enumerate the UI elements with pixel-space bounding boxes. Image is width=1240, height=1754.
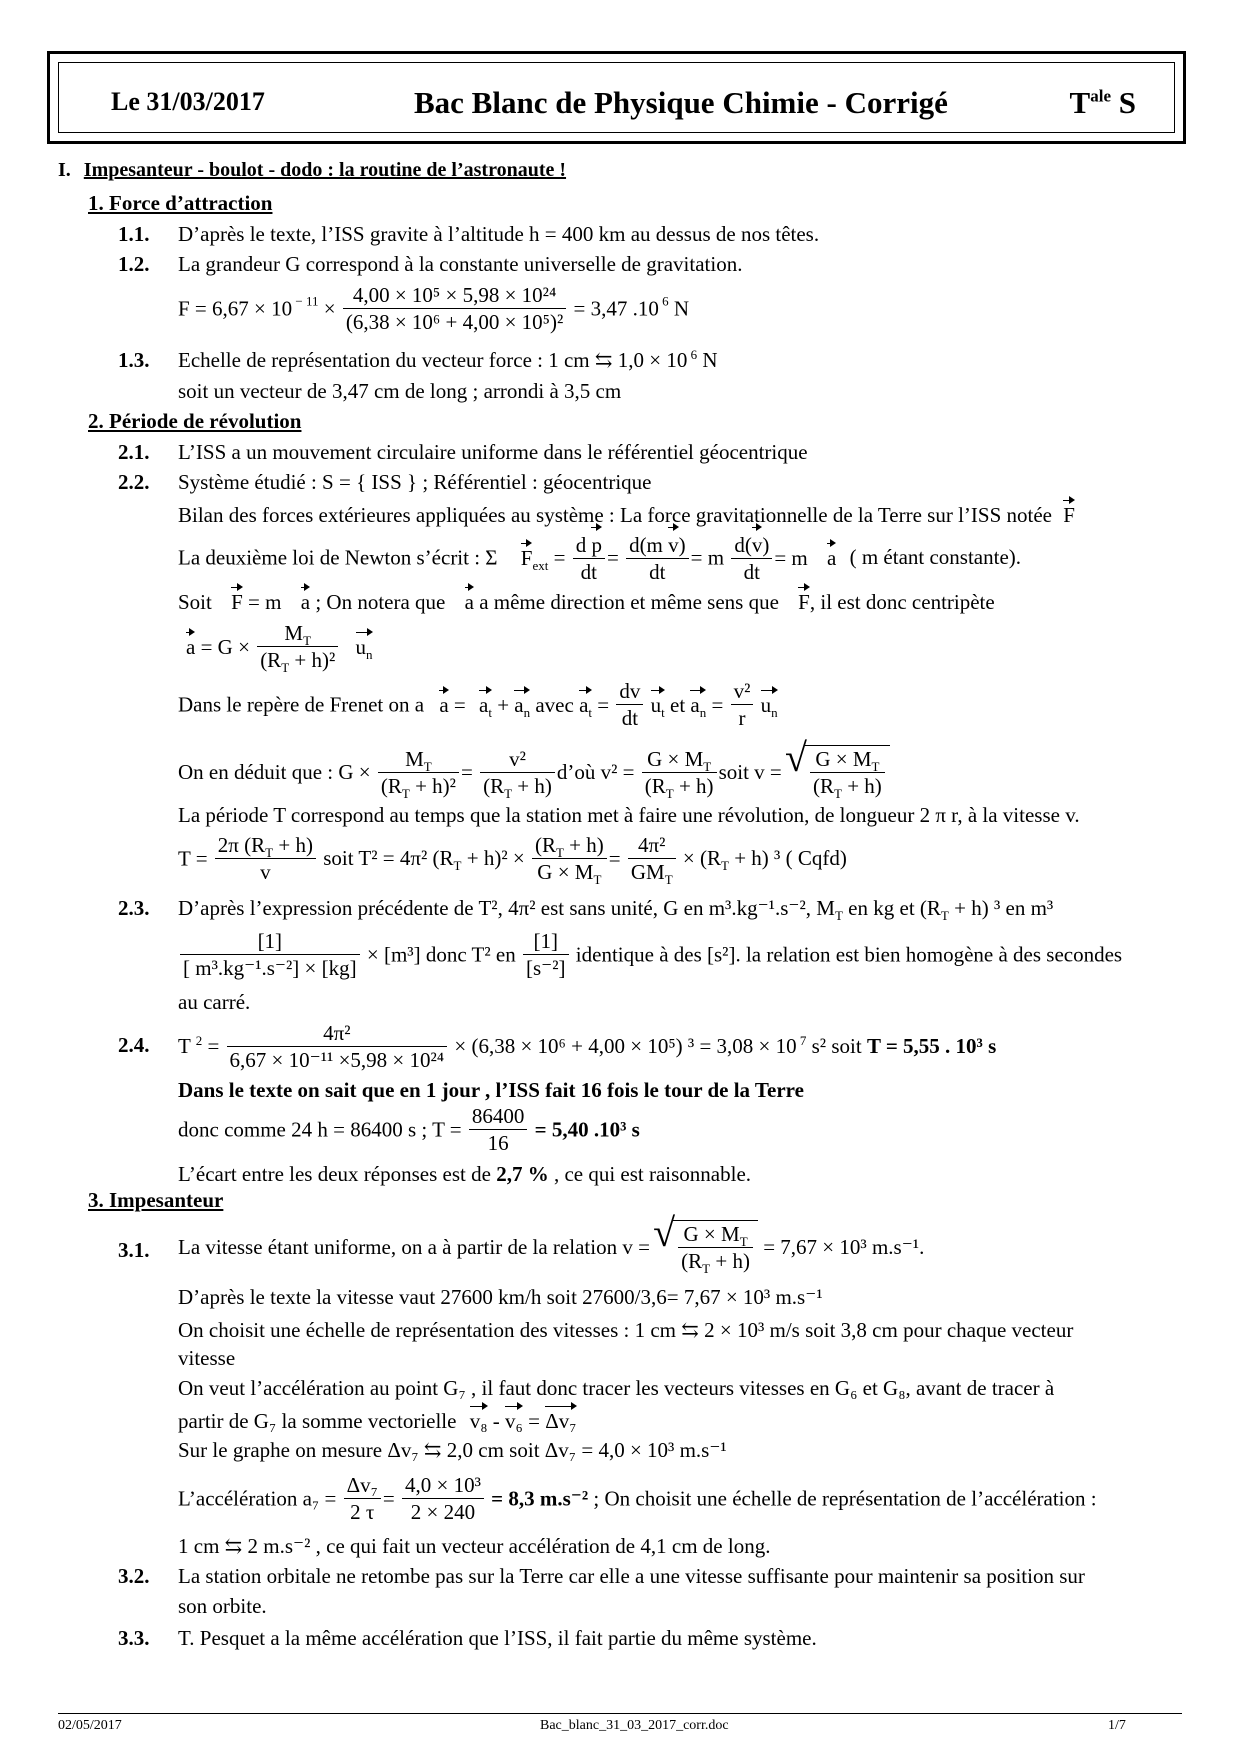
q31-b: D’après le texte la vitesse vaut 27600 km/h soit 27600/3,6= 7,67 × 10³ m.s⁻¹ <box>178 1285 823 1309</box>
header-date: Le 31/03/2017 <box>111 87 265 116</box>
footer-rule <box>58 1713 1182 1714</box>
period-formula: T = $\frac{2\pi (R_T + h)}{v}$ soit T² = 4π² $(R_T + h)^2$ × $\frac{(R_T + h)}{G \times M_T}$ = $\frac{\text{4π²}}{GM_T}$ × $(R_T + h)$ ³ ( Cqfd) <box>178 833 847 888</box>
q23-dimension: $\frac{[1]}{\text{[ m³.kg⁻¹.s⁻²] × [kg]}}$ × [m³] donc T² en $\frac{[1]}{\text{[s⁻²]}}$ identique à des [s²]. la relation est bien homogène à des secondes <box>178 928 1122 982</box>
header-box <box>47 51 1186 144</box>
q24-day-calc: donc comme 24 h = 86400 s ; T = $\frac{86400}{16}$ = 5,40 .10³ s <box>178 1104 640 1156</box>
q32-text-b: son orbite. <box>178 1594 267 1618</box>
q33: 3.3. <box>118 1626 150 1650</box>
q24-ecart: L’écart entre les deux réponses est de 2,7 % , ce qui est raisonnable. <box>178 1162 752 1186</box>
header-title: Bac Blanc de Physique Chimie - Corrigé <box>414 85 948 120</box>
part1-heading: I. Impesanteur - boulot - dodo : la routine de l’astronaute ! <box>58 159 567 181</box>
footer-filename: Bac_blanc_31_03_2017_corr.doc <box>540 1718 729 1733</box>
q32-text: La station orbitale ne retombe pas sur la Terre car elle a une vitesse suffisante pour maintenir sa position sur <box>178 1564 1085 1588</box>
q22-text: Système étudié : S = { ISS } ; Référentiel : géocentrique <box>178 470 652 494</box>
q21: 2.1. <box>118 440 150 464</box>
q31-e: On veut l’accélération au point G₇ , il faut donc tracer les vecteurs vitesses en G₆ et G₈, avant de tracer à <box>178 1376 1055 1400</box>
section3-title: 3. Impesanteur <box>88 1188 224 1212</box>
q31-c: On choisit une échelle de représentation des vitesses : 1 cm ⇆ 2 × 10³ m/s soit 3,8 cm pour chaque vecteur <box>178 1318 1074 1342</box>
q31-formula: La vitesse étant uniforme, on a à partir de la relation v = √ $\frac{G \times M_T}{(R_T + h)}$ = 7,67 × 10³ m.s⁻¹. <box>178 1220 924 1275</box>
q31-i: 1 cm ⇆ 2 m.s⁻² , ce qui fait un vecteur accélération de 4,1 cm de long. <box>178 1534 771 1558</box>
q24-statement: Dans le texte on sait que en 1 jour , l’ISS fait 16 fois le tour de la Terre <box>178 1078 804 1102</box>
header-class: $T^{ale}$ S <box>1069 85 1136 120</box>
q12-text: La grandeur G correspond à la constante universelle de gravitation. <box>178 252 743 276</box>
header-inner-frame <box>58 62 1175 133</box>
q11: 1.1. <box>118 222 150 246</box>
q23-text: D’après l’expression précédente de T², 4π² est sans unité, G en m³.kg⁻¹.s⁻², $M_T$ en kg et $(R_T + h)$ ³ en m³ <box>178 896 1054 924</box>
frenet-line: Dans le repère de Frenet on a $a = a_t + a_n$ avec $a_t$ = $\frac{dv}{dt}$ $u_t$ et $a_n$ = $\frac{\text{v²}}{r}$ $u_n$ <box>178 679 778 731</box>
q31-h: L’accélération a₇ = $\frac{\text{Δv₇}}{2 \tau}$ = $\frac{\text{4,0 × 10³}}{2 \times 240}$ = 8,3 m.s⁻² ; On choisit une échelle de représentation de l’accélération : <box>178 1473 1097 1525</box>
q31-d: vitesse <box>178 1346 236 1370</box>
q13-text: Echelle de représentation du vecteur force : 1 cm ⇆ 1,0 × 10 $^6$ N <box>178 347 718 372</box>
q11-text: D’après le texte, l’ISS gravite à l’altitude h = 400 km au dessus de nos têtes. <box>178 222 820 246</box>
force-formula: F = 6,67 × 10 $^{- 11}$ × $\frac{\text{4,00 × 10⁵ × 5,98 × 10²⁴}}{\text{(6,38 × 10⁶ + 4,00 × 10⁵)²}}$ = 3,47 .10 $^6$ N <box>178 283 690 335</box>
soit-line: Soit F = m a ; On notera que a a même direction et même sens que F, il est donc centripète <box>178 590 995 614</box>
section1-title: 1. Force d’attraction <box>88 191 273 215</box>
q13-text-b: soit un vecteur de 3,47 cm de long ; arrondi à 3,5 cm <box>178 379 622 403</box>
q24: 2.4. <box>118 1033 150 1057</box>
q24-formula: T $^2$ = $\frac{\text{4π²}}{\text{6,67 × 10⁻¹¹ ×5,98 × 10²⁴}}$ × (6,38 × 10⁶ + 4,00 × 10⁵) ³ = 3,08 × 10 $^7$ s² soit T = 5,55 . 10³ s <box>178 1021 997 1073</box>
q23-last: au carré. <box>178 990 251 1014</box>
q23: 2.3. <box>118 896 150 920</box>
q21-text: L’ISS a un mouvement circulaire uniforme dans le référentiel géocentrique <box>178 440 808 464</box>
section2-title: 2. Période de révolution <box>88 409 302 433</box>
newton-law: La deuxième loi de Newton s’écrit : Σ $F_{ext}$ = $\frac{\text{d p}}{dt}$ = $\frac{\text{d(m v)}}{dt}$ = m $\frac{d(v)}{dt}$ = m a ( m étant constante). <box>178 530 1021 586</box>
footer-page: 1/7 <box>1108 1718 1126 1733</box>
q31-f: partir de G₇ la somme vectorielle v₈ - v₆ = Δv₇ <box>178 1409 577 1433</box>
q13: 1.3. <box>118 348 150 372</box>
q31-g: Sur le graphe on mesure Δv₇ ⇆ 2,0 cm soit Δv₇ = 4,0 × 10³ m.s⁻¹ <box>178 1438 727 1462</box>
accel-formula: a = G × $\frac{M_T}{(R_T + h)^2}$ $u_n$ <box>186 621 373 676</box>
deduction-line: On en déduit que : G × $\frac{M_T}{(R_T + h)^2}$ = $\frac{\text{v²}}{(R_T + h)}$ d’où v² = $\frac{G \times M_T}{(R_T + h)}$ soit v = √ $\frac{G \times M_T}{(R_T + h)}$ <box>178 745 890 800</box>
q22-forces: Bilan des forces extérieures appliquées au système : La force gravitationnelle de la Terre sur l’ISS notée F <box>178 503 1075 527</box>
q31: 3.1. <box>118 1238 150 1262</box>
footer-date: 02/05/2017 <box>58 1718 122 1733</box>
q32: 3.2. <box>118 1564 150 1588</box>
periode-text: La période T correspond au temps que la station met à faire une révolution, de longueur 2 π r, à la vitesse v. <box>178 803 1080 827</box>
q12: 1.2. <box>118 252 150 276</box>
q22: 2.2. <box>118 470 150 494</box>
q33-text: T. Pesquet a la même accélération que l’ISS, il fait partie du même système. <box>178 1626 817 1650</box>
